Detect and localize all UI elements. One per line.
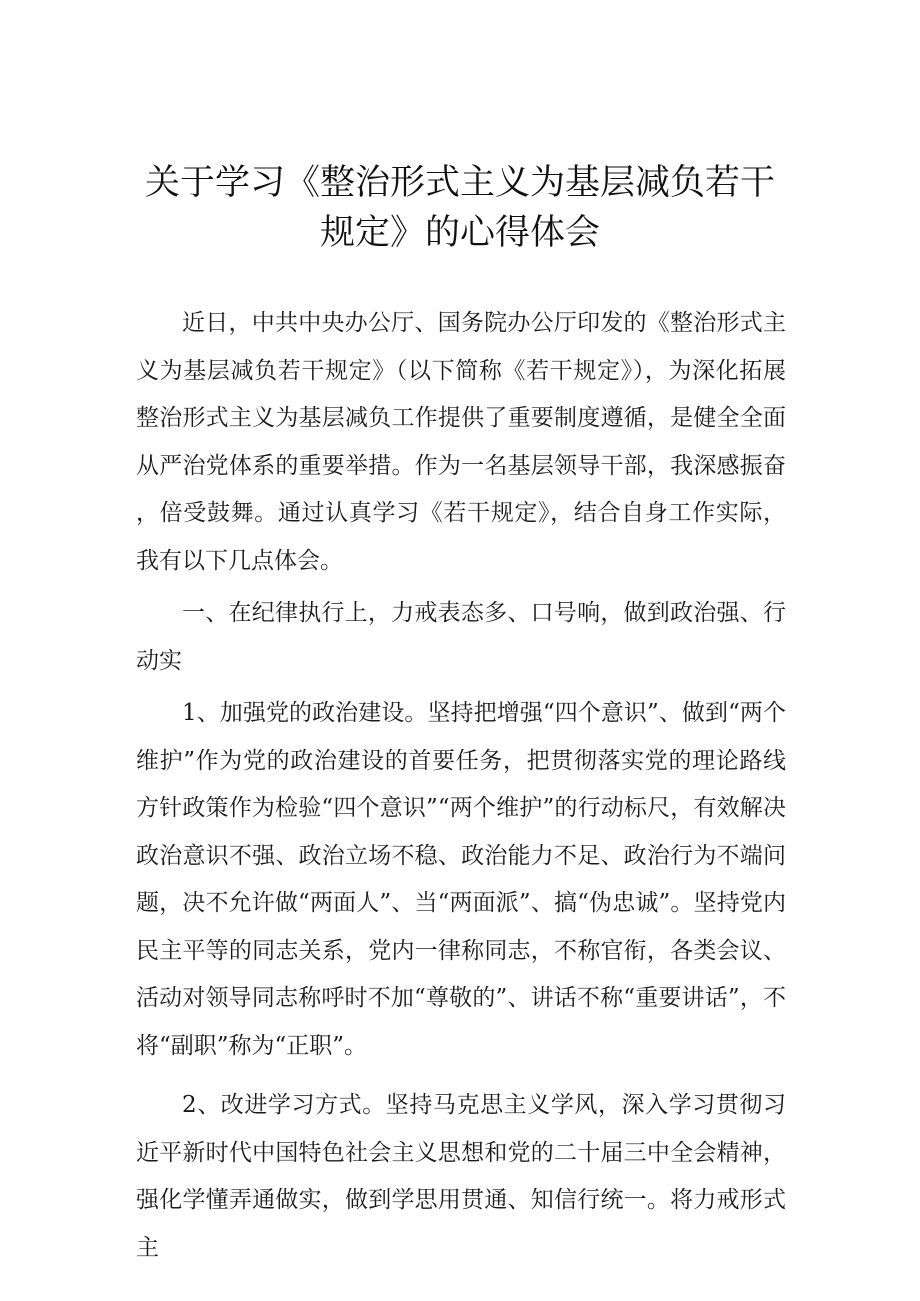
document-title <box>120 158 800 258</box>
point-1-paragraph: 1、加强党的政治建设。坚持把增强“四个意识”、做到“两个维护”作为党的政治建设的首要任务，把贯彻落实党的理论路线方针政策作为检验“四个意识”“两个维护”的行动标尺，有效解决政治意识不强、政治立场不稳、政治能力不足、政治行为不端问题，决不允许做“两面人”、当“两面派”、搞“伪忠诚”。坚持党内民主平等的同志关系，党内一律称同志，不称官衔，各类会议、活动对领导同志称呼时不加“尊敬的”、讲话不称“重要讲话”，不将“副职”称为“正职”。 <box>136 700 786 1059</box>
section-heading-1: 一、在纪律执行上，力戒表态多、口号响，做到政治强、行动实 <box>136 600 786 674</box>
title-line-2: 规定》的心得体会 <box>319 213 600 253</box>
intro-paragraph: 近日，中共中央办公厅、国务院办公厅印发的《整治形式主义为基层减负若干规定》（以下简称《若干规定》），为深化拓展整治形式主义为基层减负工作提供了重要制度遵循，是健全全面从严治党体系的重要举措。作为一名基层领导干部，我深感振奋，倍受鼓舞。通过认真学习《若干规定》，结合自身工作实际，我有以下几点体会。 <box>136 310 786 574</box>
title-line-1: 关于学习《整治形式主义为基层减负若干 <box>144 163 775 203</box>
document-body <box>136 300 786 1272</box>
point-2-paragraph: 2、改进学习方式。坚持马克思主义学风，深入学习贯彻习近平新时代中国特色社会主义思想和党的二十届三中全会精神，强化学懂弄通做实，做到学思用贯通、知信行统一。将力戒形式主 <box>136 1092 786 1261</box>
